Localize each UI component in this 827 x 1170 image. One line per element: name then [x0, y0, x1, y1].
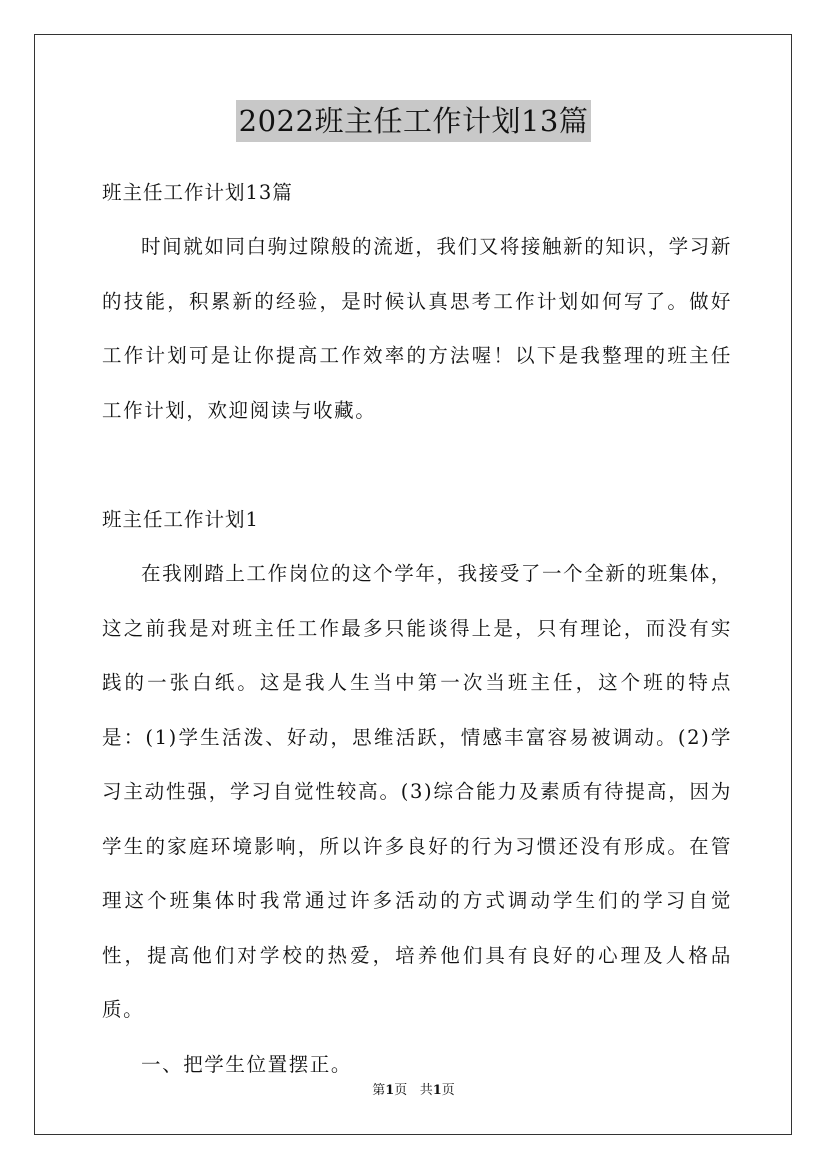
title-area	[0, 100, 827, 142]
footer-page-suffix: 页	[394, 1083, 408, 1098]
document-subtitle: 班主任工作计划13篇	[102, 181, 293, 204]
document-title: 2022班主任工作计划13篇	[236, 100, 592, 142]
document-body	[102, 166, 732, 1092]
intro-paragraph: 时间就如同白驹过隙般的流逝，我们又将接触新的知识，学习新的技能，积累新的经验，是时候认真思考工作计划如何写了。做好工作计划可是让你提高工作效率的方法喔！以下是我整理的班主任工作计划，欢迎阅读与收藏。	[102, 235, 732, 422]
footer-total-number: 1	[432, 1083, 442, 1098]
point-one-heading: 一、把学生位置摆正。	[141, 1052, 353, 1076]
footer-page-number: 1	[385, 1083, 395, 1098]
footer-total-suffix: 页	[441, 1083, 455, 1098]
footer-total-prefix: 共	[419, 1083, 433, 1098]
body-paragraph: 在我刚踏上工作岗位的这个学年，我接受了一个全新的班集体，这之前我是对班主任工作最多只能谈得上是，只有理论，而没有实践的一张白纸。这是我人生当中第一次当班主任，这个班的特点是：(1)学生活泼、好动，思维活跃，情感丰富容易被调动。(2)学习主动性强，学习自觉性较高。(3)综合能力及素质有待提高，因为学生的家庭环境影响，所以许多良好的行为习惯还没有形成。在管理这个班集体时我常通过许多活动的方式调动学生们的学习自觉性，提高他们对学校的热爱，培养他们具有良好的心理及人格品质。	[102, 562, 732, 1021]
section-heading: 班主任工作计划1	[102, 508, 259, 531]
footer-page-prefix: 第	[372, 1083, 386, 1098]
page-footer	[0, 1081, 827, 1101]
